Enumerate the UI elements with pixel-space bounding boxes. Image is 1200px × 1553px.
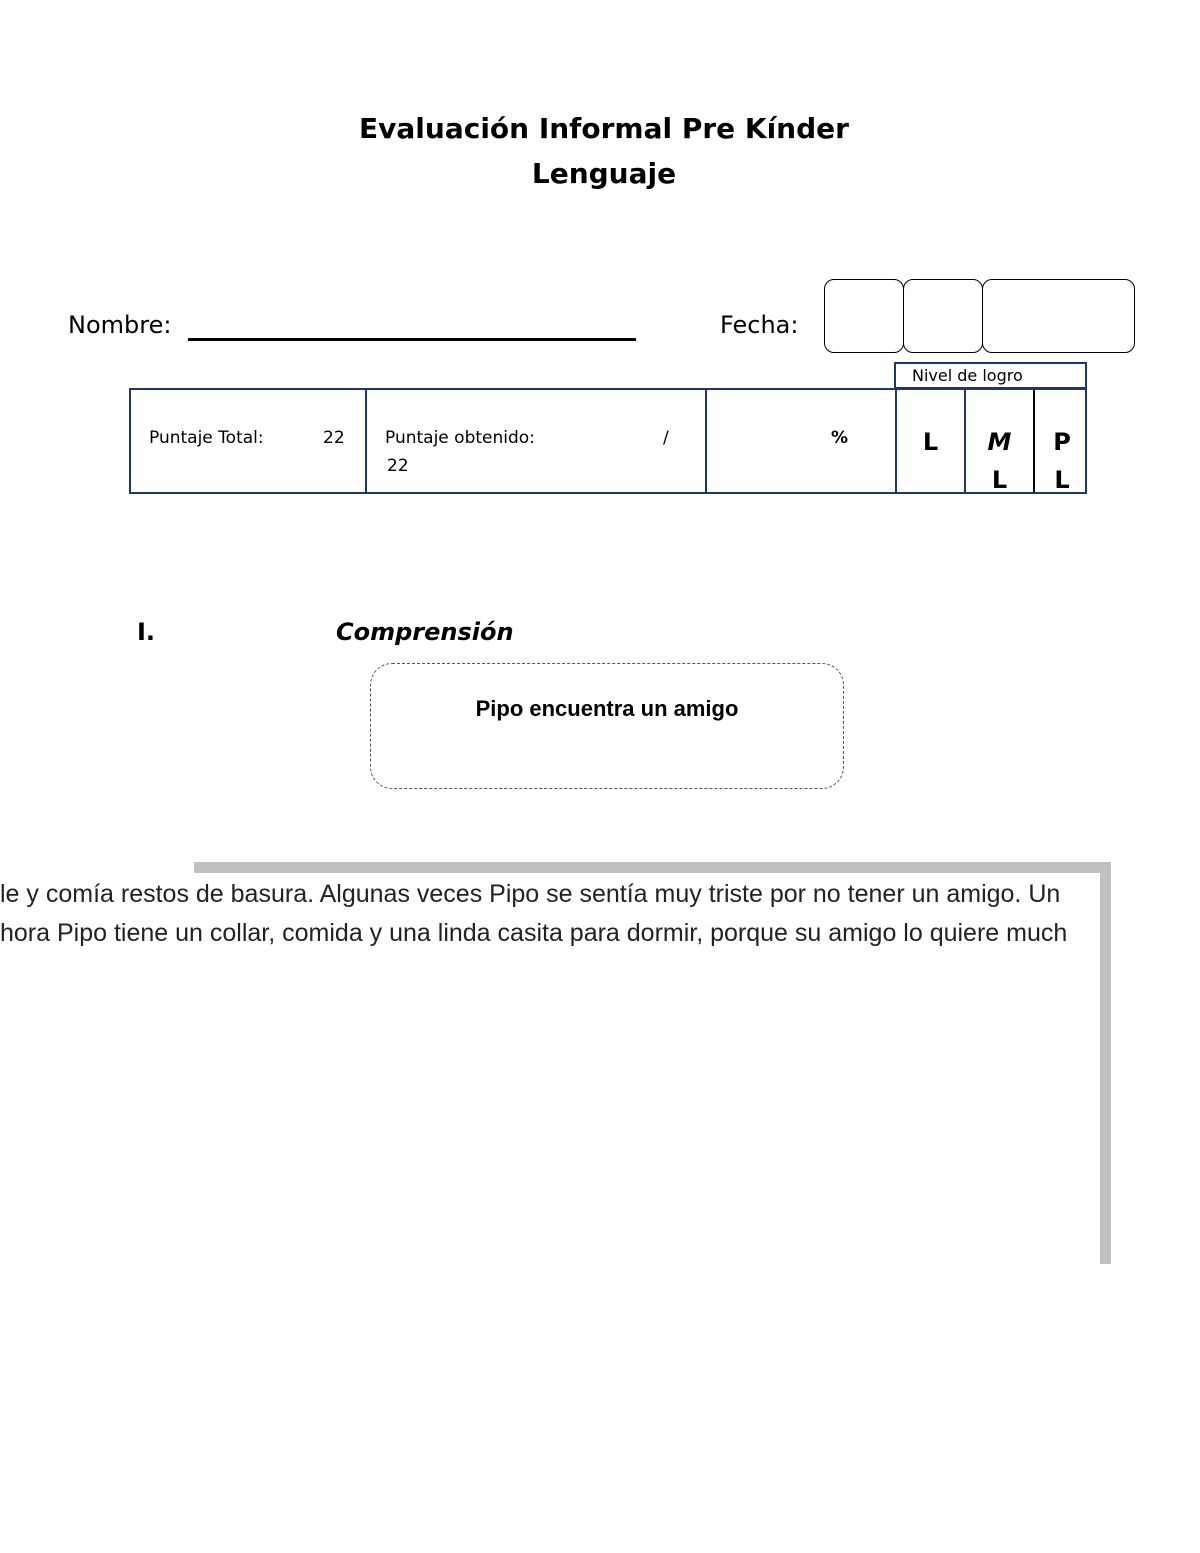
level-l: L — [922, 428, 939, 456]
level-pl-top: P — [1053, 428, 1071, 456]
level-ml-top: M — [987, 428, 1012, 456]
total-score-value: 22 — [323, 428, 345, 448]
section-title: Comprensión — [336, 618, 514, 646]
score-table — [129, 388, 1087, 494]
section-number: I. — [137, 618, 156, 646]
level-ml-bottom: L — [991, 466, 1008, 494]
table-divider — [705, 390, 707, 492]
level-pl-bottom: L — [1054, 466, 1070, 494]
story-title: Pipo encuentra un amigo — [475, 696, 739, 721]
table-divider — [365, 390, 367, 492]
date-day-box[interactable] — [824, 279, 904, 353]
name-field-line[interactable] — [188, 338, 636, 341]
date-year-box[interactable] — [982, 279, 1135, 353]
page-title: Evaluación Informal Pre Kínder — [359, 112, 849, 145]
date-label: Fecha: — [720, 311, 799, 339]
percent-label: % — [831, 428, 849, 448]
name-label: Nombre: — [68, 311, 172, 339]
story-title-box — [370, 663, 844, 789]
obtained-score-max: 22 — [387, 456, 409, 476]
page-subtitle: Lenguaje — [531, 157, 677, 190]
story-text-line: hora Pipo tiene un collar, comida y una linda casita para dormir, porque su amigo lo quiere much — [0, 919, 1068, 947]
total-score-label: Puntaje Total: — [149, 428, 264, 448]
date-month-box[interactable] — [903, 279, 983, 353]
story-text-line: le y comía restos de basura. Algunas veces Pipo se sentía muy triste por no tener un amigo. Un — [0, 880, 1061, 908]
obtained-score-label: Puntaje obtenido: — [385, 428, 535, 448]
obtained-score-slash: / — [663, 428, 669, 448]
nivel-de-logro-header: Nivel de logro — [894, 362, 1087, 389]
gray-frame-top — [194, 862, 1111, 873]
